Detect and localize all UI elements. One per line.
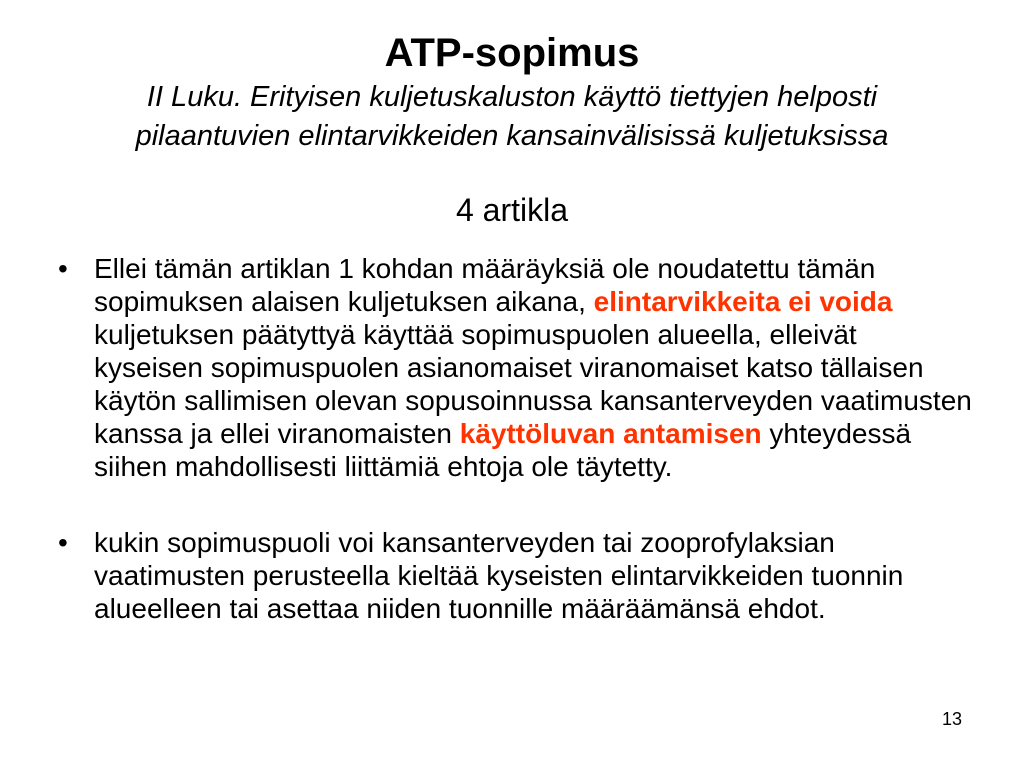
slide-subtitle [40,78,984,156]
subtitle-line-2: pilaantuvien elintarvikkeiden kansainvälisissä kuljetuksissa [135,120,889,152]
bullet-list [52,252,972,625]
page-number: 13 [941,709,962,729]
bullet-item-2 [52,526,972,625]
article-heading: 4 artikla [455,192,569,228]
bullet-1-highlight-2: käyttöluvan antamisen [459,418,762,449]
slide-title: ATP-sopimus [384,31,640,75]
bullet-1-text-3: yhteydessä siihen mahdollisesti liittämiä ehtoja ole täytetty. [94,418,912,482]
title-block [40,30,984,156]
bullet-1-highlight-1: elintarvikkeita ei voida [593,286,893,317]
bullet-1-text-2: kuljetuksen päätyttyä käyttää sopimuspuolen alueella, elleivät kyseisen sopimuspuolen asianomaiset viranomaiset katso tällaisen käytön sallimisen olevan sopusoinnussa kansanterveyden vaatimusten kanssa ja ellei viranomaisten [94,319,972,449]
bullet-mark: • [58,527,68,558]
bullet-mark: • [58,253,68,284]
bullet-1-text-1: Ellei tämän artiklan 1 kohdan määräyksiä ole noudatettu tämän sopimuksen alaisen kuljetuksen aikana, [94,253,876,317]
bullet-item-1 [52,252,972,483]
bullet-2-text: kukin sopimuspuoli voi kansanterveyden tai zooprofylaksian vaatimusten perusteella kieltää kyseisten elintarvikkeiden tuonnin alueelleen tai asettaa niiden tuonnille määräämänsä ehdot. [94,527,904,624]
subtitle-line-1: II Luku. Erityisen kuljetuskaluston käyttö tiettyjen helposti [146,81,878,113]
